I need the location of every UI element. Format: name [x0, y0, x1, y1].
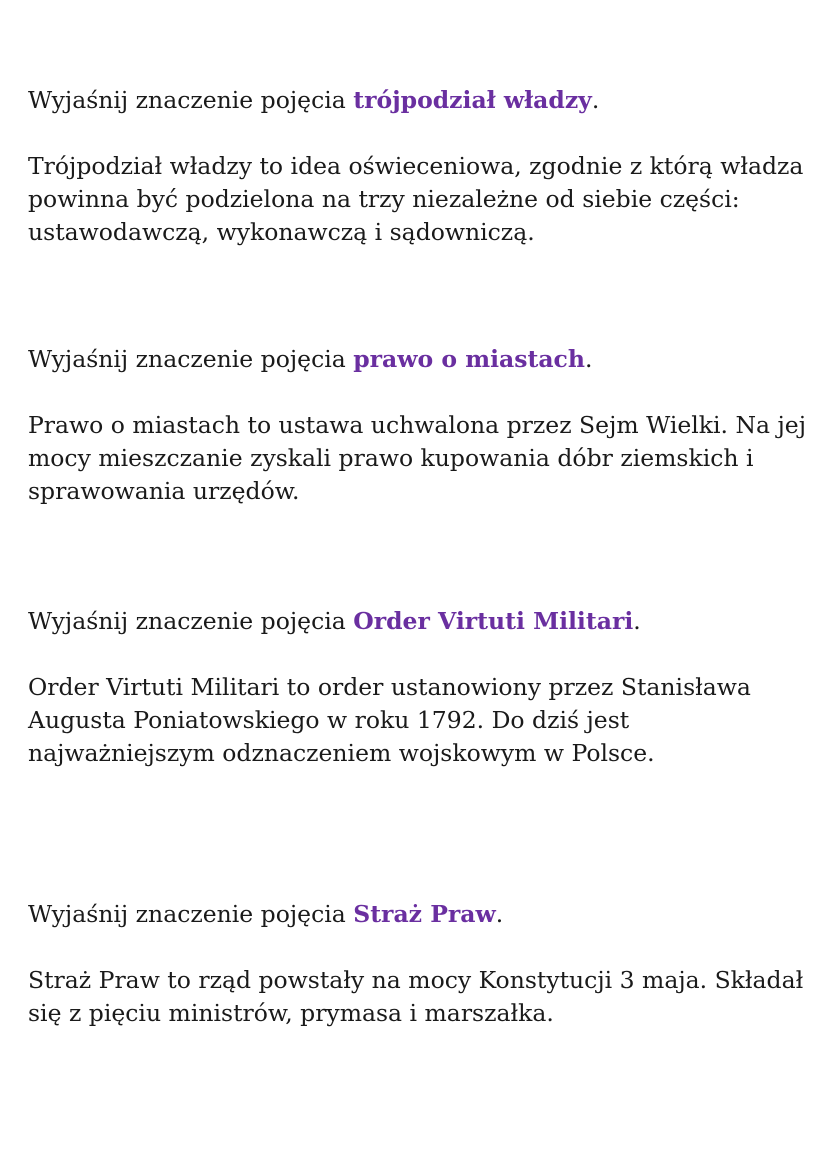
question-3 — [28, 605, 813, 638]
question-2 — [28, 343, 813, 376]
question-end: . — [633, 607, 641, 635]
question-end: . — [591, 86, 600, 114]
definition-section-1 — [28, 84, 813, 249]
answer-1: Trójpodział władzy to idea oświeceniowa, zgodnie z którą władza powinna być podzielona na trzy niezależne od siebie części: ustawodawczą, wykonawczą i sądowniczą. — [28, 152, 804, 246]
definition-section-3 — [28, 605, 813, 770]
answer-2: Prawo o miastach to ustawa uchwalona przez Sejm Wielki. Na jej mocy mieszczanie zyskali prawo kupowania dóbr ziemskich i sprawowania urzędów. — [28, 411, 807, 505]
definition-section-4 — [28, 898, 813, 1030]
term-highlight: Straż Praw — [353, 900, 496, 928]
term-highlight: prawo o miastach — [353, 345, 585, 373]
question-prompt: Wyjaśnij znaczenie pojęcia — [28, 345, 354, 373]
question-end: . — [584, 345, 593, 373]
term-highlight: trójpodział władzy — [353, 86, 592, 114]
question-prompt: Wyjaśnij znaczenie pojęcia — [28, 86, 354, 114]
question-prompt: Wyjaśnij znaczenie pojęcia — [28, 900, 354, 928]
question-4 — [28, 898, 813, 931]
question-prompt: Wyjaśnij znaczenie pojęcia — [28, 607, 354, 635]
term-highlight: Order Virtuti Militari — [353, 607, 634, 635]
definition-section-2 — [28, 343, 813, 508]
question-end: . — [495, 900, 504, 928]
answer-3: Order Virtuti Militari to order ustanowiony przez Stanisława Augusta Poniatowskiego w roku 1792. Do dziś jest najważniejszym odznaczeniem wojskowym w Polsce. — [28, 673, 751, 767]
question-1 — [28, 84, 813, 117]
answer-4: Straż Praw to rząd powstały na mocy Konstytucji 3 maja. Składał się z pięciu ministrów, prymasa i marszałka. — [28, 966, 804, 1027]
